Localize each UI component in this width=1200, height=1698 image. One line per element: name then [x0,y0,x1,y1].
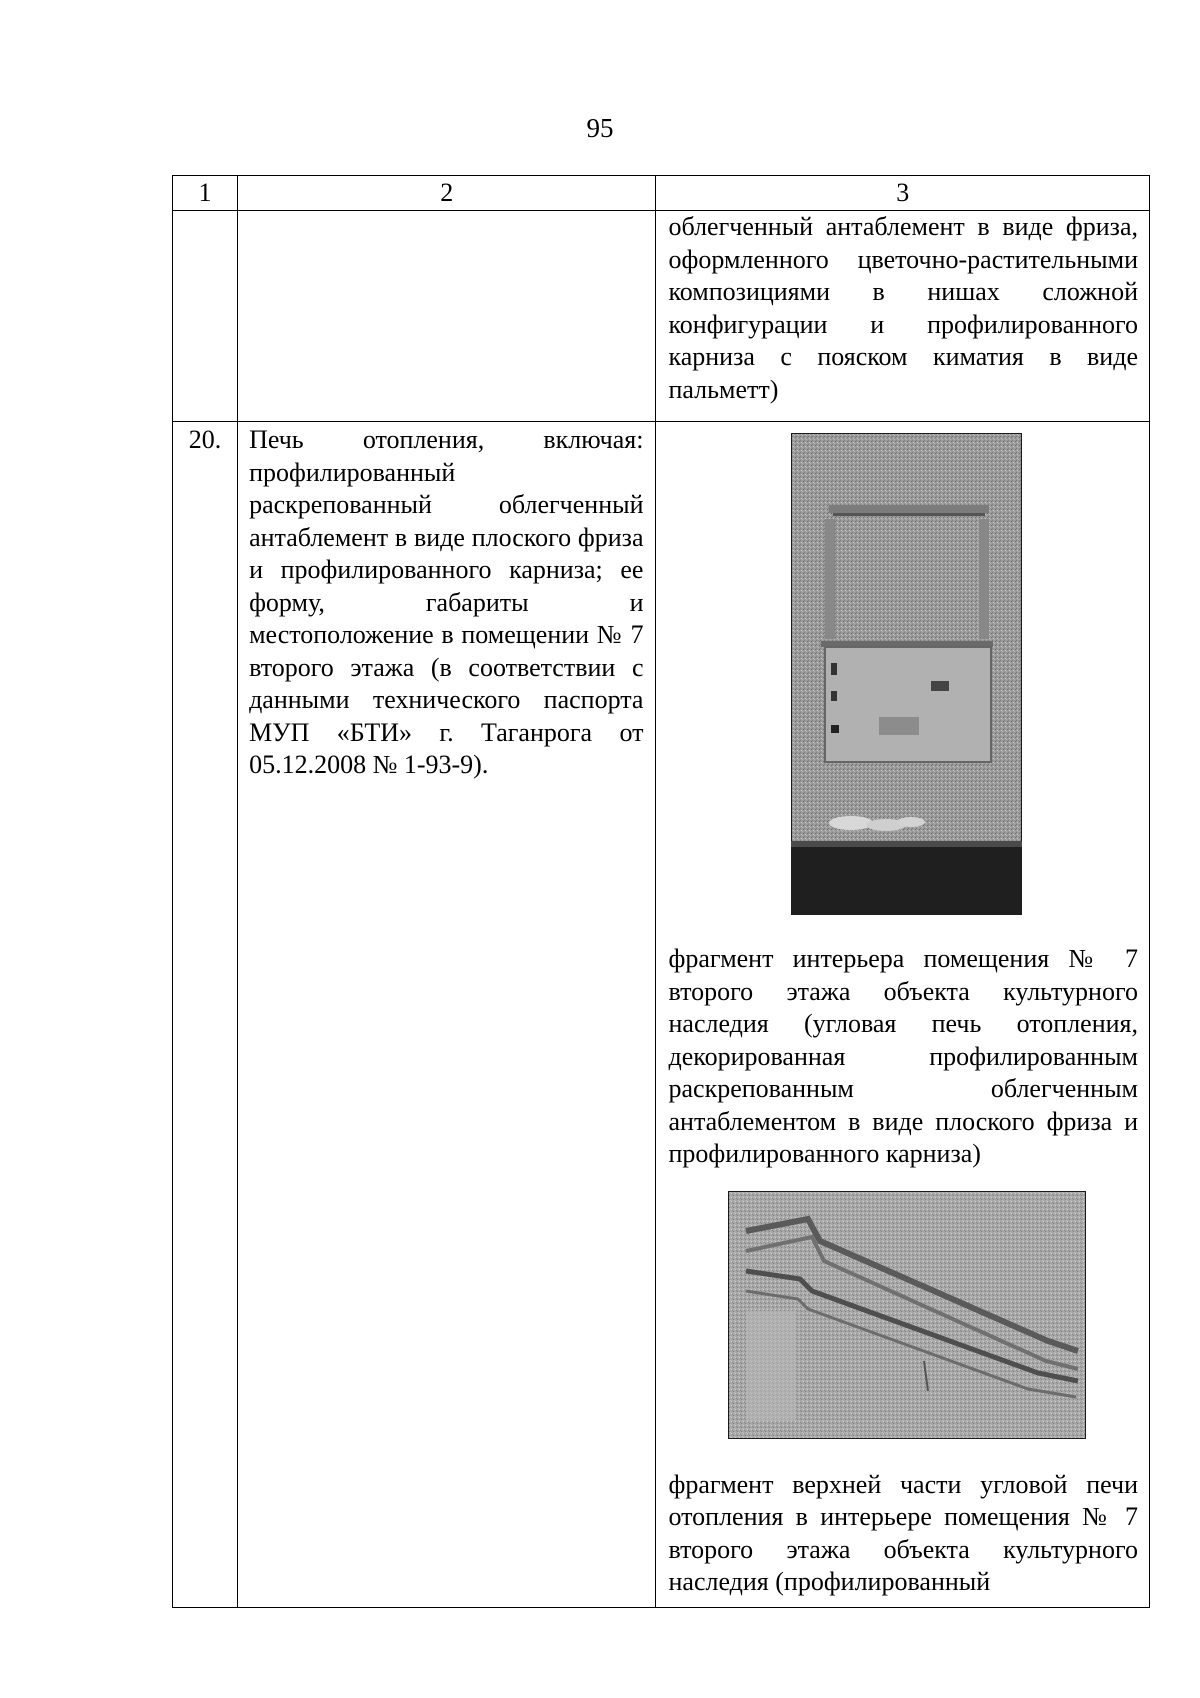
stove-cornice-caption: фрагмент верхней части угловой печи отопления в интерьере помещения № 7 второго этажа объекта культурного наследия (профилированный [668,1469,1138,1596]
empty-cell-number [173,211,238,422]
element-description: Печь отопления, включая: профилированный раскрепованный облегченный антаблемент в виде плоского фриза и профилированного карниза; ее форму, габариты и местоположение в помещении № 7 второго этажа (в соответствии с данными технического паспорта МУП «БТИ» г. Таганрога от 05.12.2008 № 1-93-9). [238,422,656,1608]
table-row-continuation [173,211,1150,422]
stove-interior-photo [791,433,1022,915]
table-row-20 [173,422,1150,1608]
page-number: 95 [586,113,614,143]
continued-caption: облегченный антаблемент в виде фриза, оформленного цветочно-растительными композициями в нишах сложной конфигурации и профилированного карниза с пояском киматия в виде пальметт) [656,211,1150,422]
stove-cornice-photo [728,1191,1086,1439]
table-header-row [173,176,1150,211]
stove-interior-caption: фрагмент интерьера помещения № 7 второго этажа объекта культурного наследия (угловая печь отопления, декорированная профилированным раскрепованным облегченным антаблементом в виде плоского фриза и профилированного карниза) [668,944,1138,1168]
empty-cell-description [238,211,656,422]
monument-elements-table [172,175,1150,1608]
photo-cell [656,422,1150,1608]
column-header-2: 2 [238,176,656,211]
row-number: 20. [173,422,238,1608]
column-header-3: 3 [656,176,1150,211]
column-header-1: 1 [173,176,238,211]
